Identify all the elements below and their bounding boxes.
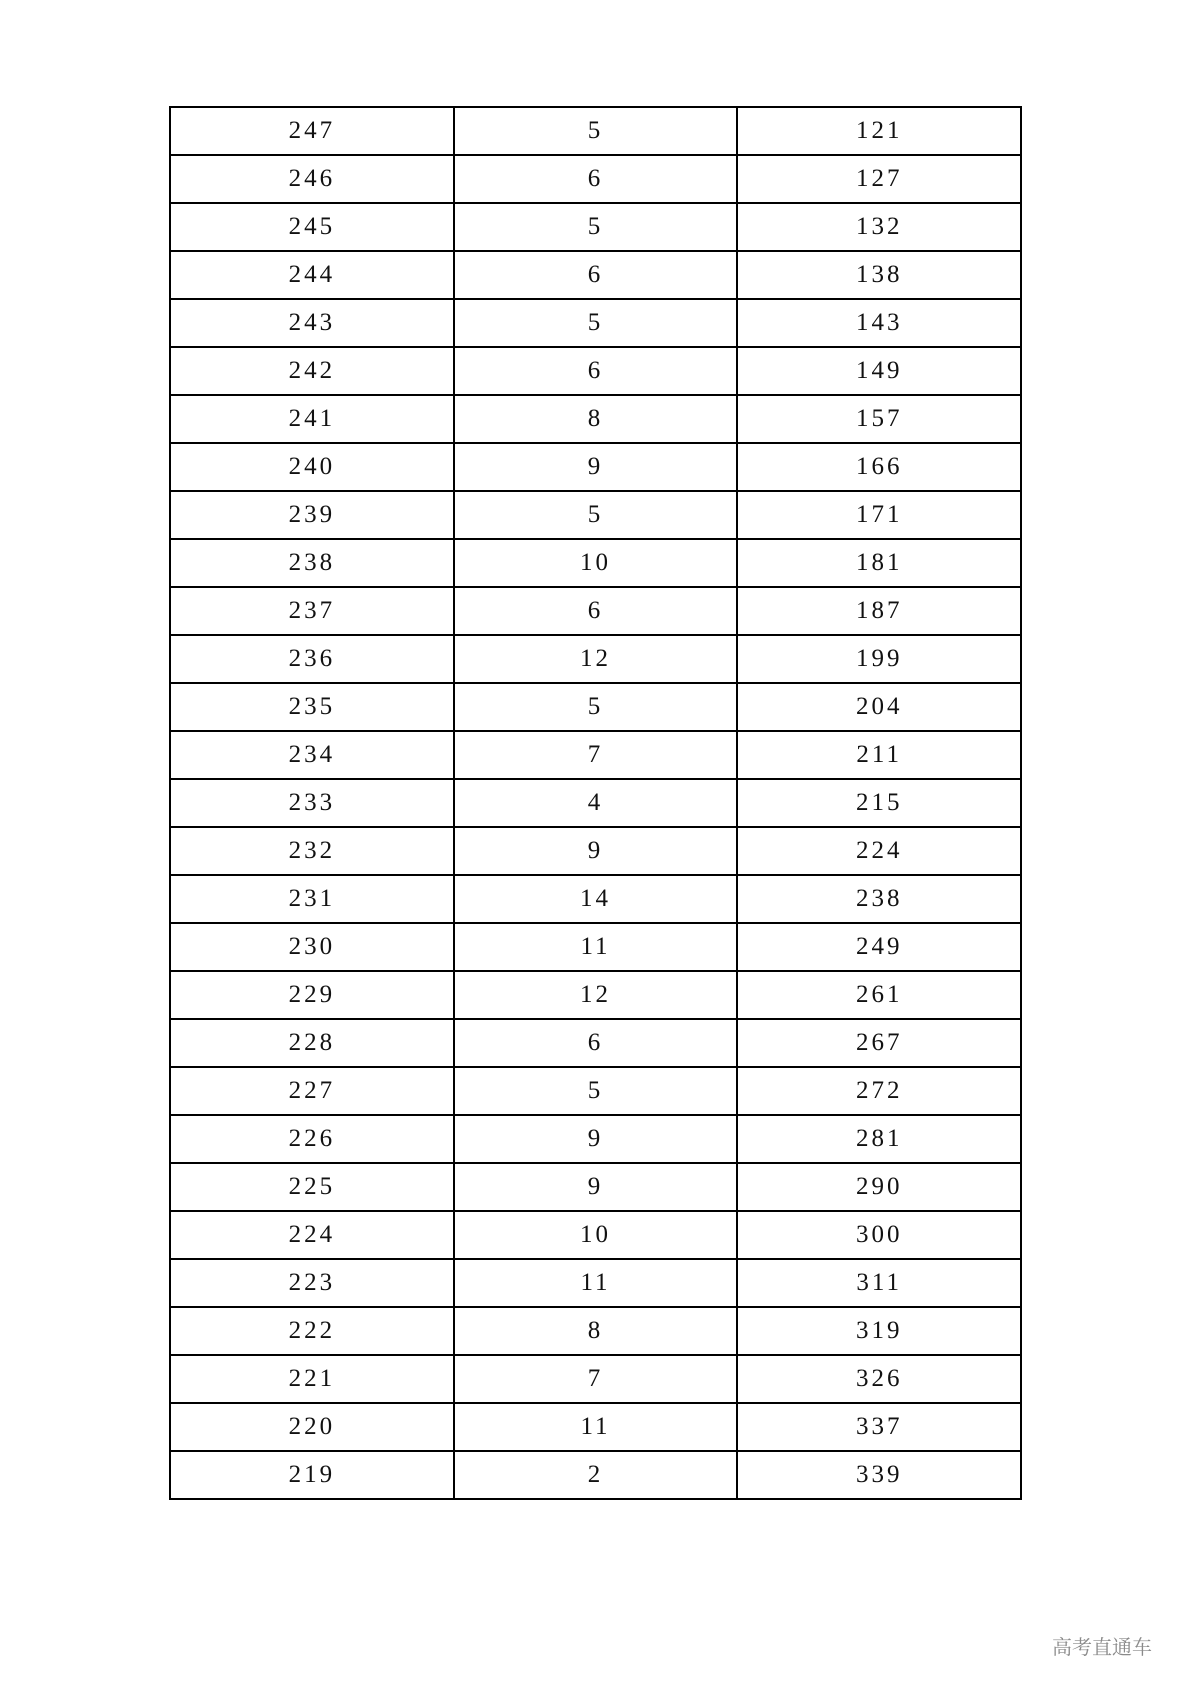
cell-score: 228 [170,1019,454,1067]
cell-cumulative: 215 [737,779,1021,827]
table-row [170,539,1021,587]
cell-cumulative: 127 [737,155,1021,203]
cell-cumulative: 187 [737,587,1021,635]
table-row [170,923,1021,971]
cell-cumulative: 337 [737,1403,1021,1451]
cell-count: 6 [454,587,738,635]
cell-score: 242 [170,347,454,395]
cell-score: 241 [170,395,454,443]
table-row [170,491,1021,539]
cell-score: 224 [170,1211,454,1259]
table-row [170,779,1021,827]
score-distribution-table [169,106,1022,1500]
cell-cumulative: 311 [737,1259,1021,1307]
table-body [170,107,1021,1499]
cell-count: 10 [454,539,738,587]
table-row [170,827,1021,875]
table-row [170,1211,1021,1259]
table-row [170,635,1021,683]
table-row [170,395,1021,443]
cell-cumulative: 267 [737,1019,1021,1067]
cell-cumulative: 339 [737,1451,1021,1499]
cell-cumulative: 319 [737,1307,1021,1355]
cell-count: 5 [454,203,738,251]
cell-count: 4 [454,779,738,827]
table-row [170,1403,1021,1451]
cell-count: 8 [454,395,738,443]
table-row [170,1451,1021,1499]
cell-cumulative: 166 [737,443,1021,491]
table-row [170,1307,1021,1355]
table-row [170,1355,1021,1403]
cell-count: 11 [454,1403,738,1451]
table-row [170,299,1021,347]
cell-cumulative: 199 [737,635,1021,683]
cell-count: 11 [454,1259,738,1307]
cell-cumulative: 121 [737,107,1021,155]
cell-cumulative: 326 [737,1355,1021,1403]
cell-count: 6 [454,1019,738,1067]
table-row [170,155,1021,203]
cell-score: 233 [170,779,454,827]
cell-count: 12 [454,971,738,1019]
cell-score: 226 [170,1115,454,1163]
cell-score: 222 [170,1307,454,1355]
cell-count: 5 [454,683,738,731]
cell-count: 5 [454,491,738,539]
cell-cumulative: 181 [737,539,1021,587]
cell-count: 9 [454,1163,738,1211]
table-row [170,971,1021,1019]
cell-score: 231 [170,875,454,923]
table-row [170,1067,1021,1115]
cell-score: 230 [170,923,454,971]
watermark-text: 高考直通车 [1052,1635,1152,1659]
cell-cumulative: 261 [737,971,1021,1019]
cell-score: 246 [170,155,454,203]
cell-cumulative: 290 [737,1163,1021,1211]
table-row [170,203,1021,251]
table-row [170,875,1021,923]
cell-score: 245 [170,203,454,251]
cell-score: 221 [170,1355,454,1403]
cell-cumulative: 204 [737,683,1021,731]
cell-cumulative: 132 [737,203,1021,251]
cell-count: 9 [454,827,738,875]
table-row [170,1259,1021,1307]
cell-count: 14 [454,875,738,923]
cell-score: 243 [170,299,454,347]
cell-count: 8 [454,1307,738,1355]
cell-cumulative: 157 [737,395,1021,443]
cell-cumulative: 211 [737,731,1021,779]
cell-count: 5 [454,1067,738,1115]
cell-count: 5 [454,107,738,155]
cell-cumulative: 224 [737,827,1021,875]
table-row [170,251,1021,299]
cell-count: 6 [454,347,738,395]
table-row [170,587,1021,635]
cell-score: 235 [170,683,454,731]
cell-score: 227 [170,1067,454,1115]
cell-score: 229 [170,971,454,1019]
cell-count: 10 [454,1211,738,1259]
cell-count: 2 [454,1451,738,1499]
cell-count: 6 [454,251,738,299]
cell-score: 240 [170,443,454,491]
cell-score: 232 [170,827,454,875]
cell-score: 234 [170,731,454,779]
cell-cumulative: 272 [737,1067,1021,1115]
cell-count: 5 [454,299,738,347]
cell-count: 6 [454,155,738,203]
cell-cumulative: 238 [737,875,1021,923]
table-row [170,347,1021,395]
table-row [170,443,1021,491]
cell-score: 219 [170,1451,454,1499]
table-row [170,1163,1021,1211]
cell-count: 7 [454,731,738,779]
cell-cumulative: 143 [737,299,1021,347]
cell-cumulative: 138 [737,251,1021,299]
cell-count: 12 [454,635,738,683]
cell-score: 244 [170,251,454,299]
cell-score: 237 [170,587,454,635]
cell-count: 7 [454,1355,738,1403]
cell-cumulative: 300 [737,1211,1021,1259]
cell-count: 9 [454,1115,738,1163]
cell-score: 247 [170,107,454,155]
cell-score: 238 [170,539,454,587]
cell-count: 9 [454,443,738,491]
cell-score: 225 [170,1163,454,1211]
table-row [170,731,1021,779]
cell-cumulative: 171 [737,491,1021,539]
cell-score: 223 [170,1259,454,1307]
cell-score: 236 [170,635,454,683]
table-row [170,683,1021,731]
cell-score: 220 [170,1403,454,1451]
cell-count: 11 [454,923,738,971]
cell-cumulative: 149 [737,347,1021,395]
table-row [170,107,1021,155]
table-row [170,1019,1021,1067]
cell-score: 239 [170,491,454,539]
cell-cumulative: 249 [737,923,1021,971]
cell-cumulative: 281 [737,1115,1021,1163]
table-row [170,1115,1021,1163]
